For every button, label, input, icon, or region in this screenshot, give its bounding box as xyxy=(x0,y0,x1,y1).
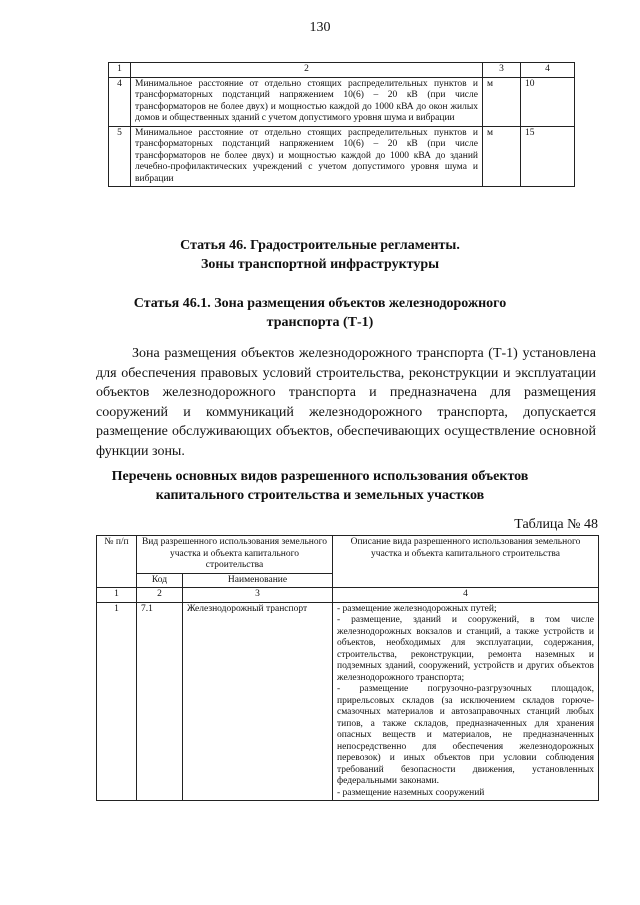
page-number: 130 xyxy=(309,20,331,35)
column-number: 2 xyxy=(137,588,183,603)
row-unit: м xyxy=(483,77,521,126)
row-unit: м xyxy=(483,126,521,187)
header-code: Код xyxy=(137,573,183,588)
description-item: - размещение погрузочно-разгрузочных площадок, прирельсовых складов (за исключением складов горюче-смазочных материалов и автозаправочных станций любых типов, а также складов, предназначенных для хранения опасных веществ и материалов, не предназначенных непосредственно для обеспечения железнодорожных перевозок) и иных объектов при условии соблюдения требований безопасности движения, установленных федеральными законами. xyxy=(337,684,594,786)
row-text: Минимальное расстояние от отдельно стоящих распределительных пунктов и трансформаторных подстанций напряжением 10(6) – 20 кВ (при числе трансформаторов не более двух) и мощностью каждой до 1000 кВА до окон жилых домов и общественных зданий с учетом допустимого уровня шума и вибрации xyxy=(131,77,483,126)
zone-description-paragraph: Зона размещения объектов железнодорожного транспорта (Т-1) установлена для обеспечения правовых условий строительства, реконструкции и эксплуатации объектов железнодорожного транспорта и предназначена для размещения сооружений и коммуникаций железнодорожного транспорта, допускается размещение обслуживающих объектов, обеспечивающих осуществление основной функции зоны. xyxy=(96,346,596,459)
row-number: 5 xyxy=(109,126,131,187)
table-row xyxy=(109,77,575,126)
column-number: 4 xyxy=(333,588,599,603)
list-heading xyxy=(0,467,640,505)
table-label: Таблица № 48 xyxy=(514,517,598,532)
row-text: Минимальное расстояние от отдельно стоящих распределительных пунктов и трансформаторных подстанций напряжением 10(6) – 20 кВ (при числе трансформаторов не более двух) и мощностью каждой до 1000 кВА до зданий лечебно-профилактических учреждений с учетом допустимого уровня шума и вибрации xyxy=(131,126,483,187)
row-code: 7.1 xyxy=(137,602,183,801)
list-heading-line2: капитального строительства и земельных участков xyxy=(155,488,485,503)
subarticle-heading-line2: транспорта (Т-1) xyxy=(266,315,374,330)
header-cell: 2 xyxy=(131,63,483,78)
header-cell: 1 xyxy=(109,63,131,78)
column-number: 3 xyxy=(183,588,333,603)
permitted-uses-table xyxy=(96,535,599,801)
subarticle-heading-line1: Статья 46.1. Зона размещения объектов железнодорожного xyxy=(133,296,507,311)
article-heading-line1: Статья 46. Градостроительные регламенты. xyxy=(180,238,460,253)
header-cell: 3 xyxy=(483,63,521,78)
subarticle-heading xyxy=(0,294,640,332)
table-header-row xyxy=(109,63,575,78)
row-value: 10 xyxy=(521,77,575,126)
description-item: - размещение наземных сооружений xyxy=(337,787,485,798)
row-number: 4 xyxy=(109,77,131,126)
row-name: Железнодорожный транспорт xyxy=(183,602,333,801)
header-kind: Вид разрешенного использования земельного участка и объекта капитального строительства xyxy=(137,536,333,574)
article-heading xyxy=(0,236,640,274)
header-cell: 4 xyxy=(521,63,575,78)
row-value: 15 xyxy=(521,126,575,187)
list-heading-line1: Перечень основных видов разрешенного использования объектов xyxy=(111,469,529,484)
table-header-row xyxy=(97,536,599,574)
article-heading-line2: Зоны транспортной инфраструктуры xyxy=(200,257,440,272)
description-item: - размещение, зданий и сооружений, в том числе железнодорожных вокзалов и станций, а также устройств и объектов, необходимых для эксплуатации, содержания, строительства, реконструкции, ремонта наземных и подземных зданий, сооружений, устройств и других объектов железнодорожного транспорта; xyxy=(337,615,594,683)
description-item: - размещение железнодорожных путей; xyxy=(337,603,497,614)
column-number: 1 xyxy=(97,588,137,603)
row-number: 1 xyxy=(97,602,137,801)
top-table xyxy=(108,62,575,187)
table-row xyxy=(97,602,599,801)
header-num: № п/п xyxy=(97,536,137,588)
table-row xyxy=(109,126,575,187)
table-column-numbers-row xyxy=(97,588,599,603)
header-desc: Описание вида разрешенного использования земельного участка и объекта капитального строительства xyxy=(333,536,599,588)
header-name: Наименование xyxy=(183,573,333,588)
row-description xyxy=(333,602,599,801)
